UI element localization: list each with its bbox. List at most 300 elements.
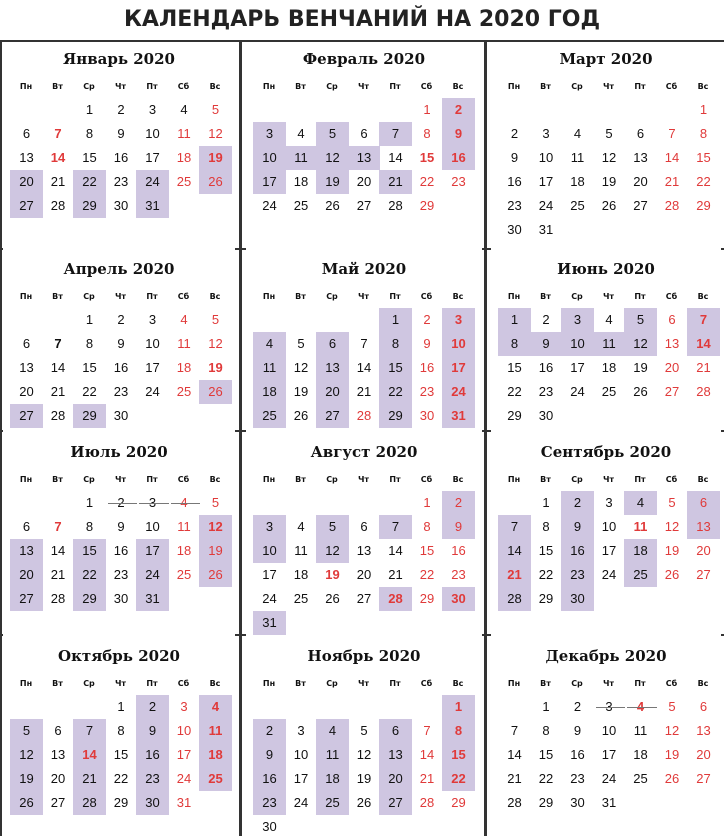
calendar-day: 3 xyxy=(454,312,463,327)
calendar-day: 28 xyxy=(50,408,66,423)
calendar-day: 11 xyxy=(208,723,223,738)
calendar-day: 27 xyxy=(633,198,648,213)
calendar-day: 28 xyxy=(664,198,680,213)
calendar-day: 25 xyxy=(176,567,192,582)
calendar-day: 24 xyxy=(176,771,192,786)
calendar-day: 31 xyxy=(262,615,277,630)
weekday-header: Вс xyxy=(452,82,464,91)
calendar-day: 31 xyxy=(601,795,617,810)
weekday-header: Чт xyxy=(357,475,370,484)
calendar-day: 20 xyxy=(696,543,711,558)
calendar-day: 17 xyxy=(145,543,160,558)
calendar-day: 10 xyxy=(176,723,192,738)
calendar-day: 13 xyxy=(388,747,403,762)
calendar-day: 28 xyxy=(50,591,66,606)
calendar-day: 2 xyxy=(573,495,582,510)
calendar-day: 29 xyxy=(82,591,97,606)
weekday-header: Сб xyxy=(420,292,433,301)
calendar-day: 7 xyxy=(85,723,94,738)
calendar-day: 11 xyxy=(633,723,648,738)
month-block xyxy=(3,43,235,250)
calendar-day: 27 xyxy=(19,591,34,606)
calendar-day: 25 xyxy=(176,174,192,189)
calendar-day: 25 xyxy=(570,198,585,213)
calendar-day: 26 xyxy=(325,198,340,213)
calendar-day: 14 xyxy=(50,543,66,558)
weekday-header: Чт xyxy=(114,292,127,301)
calendar-day: 6 xyxy=(22,519,31,534)
calendar-day: 7 xyxy=(510,519,519,534)
calendar-day: 28 xyxy=(696,384,711,399)
calendar-day: 18 xyxy=(601,360,617,375)
row-divider xyxy=(0,40,724,42)
calendar-day: 22 xyxy=(507,384,522,399)
calendar-day: 2 xyxy=(423,312,431,327)
weekday-header: Чт xyxy=(114,679,127,688)
weekday-header: Пн xyxy=(507,679,521,688)
calendar-day: 19 xyxy=(601,174,617,189)
calendar-day: 6 xyxy=(391,723,400,738)
weekday-header: Ср xyxy=(571,82,583,91)
calendar-day: 11 xyxy=(570,150,585,165)
calendar-day: 6 xyxy=(328,336,337,351)
calendar-day: 23 xyxy=(451,567,466,582)
calendar-day: 12 xyxy=(293,360,309,375)
calendar-day: 14 xyxy=(664,150,680,165)
strike-line xyxy=(627,707,657,708)
calendar-day: 22 xyxy=(113,771,129,786)
month-title: Ноябрь 2020 xyxy=(307,647,421,665)
calendar-day: 8 xyxy=(423,126,431,141)
weekday-header: Сб xyxy=(665,475,678,484)
weekday-header: Вс xyxy=(697,475,709,484)
weekday-header: Пн xyxy=(507,475,521,484)
calendar-day: 26 xyxy=(325,591,340,606)
weekday-header: Вс xyxy=(452,292,464,301)
calendar-day: 8 xyxy=(542,723,550,738)
calendar-day: 22 xyxy=(696,174,711,189)
calendar-day: 12 xyxy=(664,519,680,534)
calendar-day: 21 xyxy=(507,771,522,786)
calendar-day: 30 xyxy=(262,819,277,834)
calendar-day: 26 xyxy=(293,408,309,423)
column-divider xyxy=(0,40,2,836)
calendar-day: 1 xyxy=(85,495,94,510)
calendar-day: 1 xyxy=(391,312,400,327)
calendar-day: 26 xyxy=(664,771,680,786)
calendar-day: 17 xyxy=(538,174,554,189)
calendar-day: 18 xyxy=(293,174,309,189)
calendar-day: 11 xyxy=(177,126,191,141)
calendar-day: 22 xyxy=(82,384,97,399)
calendar-day: 30 xyxy=(538,408,554,423)
calendar-day: 22 xyxy=(451,771,466,786)
weekday-header: Пт xyxy=(389,679,401,688)
calendar-day: 30 xyxy=(419,408,435,423)
calendar-day: 3 xyxy=(605,495,613,510)
calendar-day: 12 xyxy=(601,150,617,165)
calendar-day: 13 xyxy=(19,360,34,375)
calendar-day: 5 xyxy=(636,312,645,327)
calendar-day: 15 xyxy=(82,360,97,375)
calendar-day: 5 xyxy=(211,102,220,117)
calendar-day: 17 xyxy=(262,567,277,582)
calendar-day: 5 xyxy=(211,495,220,510)
calendar-day: 21 xyxy=(50,384,66,399)
calendar-day: 26 xyxy=(208,174,223,189)
weekday-header: Пн xyxy=(262,292,276,301)
weekday-header: Пт xyxy=(634,292,646,301)
weekday-header: Чт xyxy=(114,82,127,91)
calendar-day: 23 xyxy=(507,198,522,213)
calendar-day: 16 xyxy=(113,543,129,558)
calendar-day: 25 xyxy=(208,771,223,786)
calendar-day: 1 xyxy=(117,699,125,714)
calendar-day: 22 xyxy=(419,174,435,189)
calendar-day: 20 xyxy=(19,567,34,582)
weekday-header: Чт xyxy=(357,292,370,301)
calendar-day: 3 xyxy=(180,699,188,714)
calendar-day: 18 xyxy=(633,543,648,558)
calendar-day: 5 xyxy=(297,336,305,351)
calendar-day: 28 xyxy=(356,408,372,423)
calendar-day: 27 xyxy=(664,384,680,399)
calendar-day: 20 xyxy=(356,567,372,582)
calendar-day: 4 xyxy=(265,336,274,351)
calendar-day: 16 xyxy=(419,360,435,375)
calendar-day: 15 xyxy=(82,150,97,165)
calendar-day: 5 xyxy=(22,723,31,738)
calendar-day: 21 xyxy=(507,567,522,582)
calendar-day: 16 xyxy=(262,771,277,786)
calendar-day: 11 xyxy=(177,336,191,351)
calendar-day: 6 xyxy=(699,495,708,510)
calendar-day: 7 xyxy=(54,519,62,534)
calendar-day: 2 xyxy=(542,312,550,327)
calendar-day: 20 xyxy=(50,771,66,786)
calendar-day: 11 xyxy=(325,747,340,762)
month-block xyxy=(246,640,482,836)
calendar-day: 10 xyxy=(145,126,160,141)
calendar-day: 19 xyxy=(356,771,372,786)
calendar-day: 22 xyxy=(538,567,554,582)
calendar-day: 6 xyxy=(22,126,31,141)
calendar-day: 23 xyxy=(113,384,129,399)
calendar-day: 21 xyxy=(82,771,97,786)
month-title: Октябрь 2020 xyxy=(58,647,180,665)
calendar-day: 19 xyxy=(293,384,309,399)
weekday-header: Вт xyxy=(540,475,551,484)
calendar-day: 18 xyxy=(570,174,585,189)
column-divider xyxy=(484,40,487,836)
calendar-day: 15 xyxy=(419,543,435,558)
calendar-day: 24 xyxy=(451,384,466,399)
calendar-day: 12 xyxy=(208,336,223,351)
calendar-day: 3 xyxy=(542,126,550,141)
weekday-header: Чт xyxy=(357,82,370,91)
calendar-day: 6 xyxy=(636,126,645,141)
calendar-day: 18 xyxy=(176,543,192,558)
calendar-day: 4 xyxy=(297,519,305,534)
calendar-day: 2 xyxy=(454,102,463,117)
calendar-day: 11 xyxy=(602,336,616,351)
calendar-day: 14 xyxy=(507,747,522,762)
calendar-day: 19 xyxy=(633,360,648,375)
weekday-header: Сб xyxy=(420,82,433,91)
weekday-header: Пн xyxy=(19,475,33,484)
calendar-day: 2 xyxy=(117,312,125,327)
calendar-day: 14 xyxy=(50,360,66,375)
calendar-day: 30 xyxy=(451,591,466,606)
calendar-day: 23 xyxy=(145,771,160,786)
calendar-day: 23 xyxy=(570,567,585,582)
weekday-header: Сб xyxy=(665,82,678,91)
weekday-header: Пн xyxy=(507,82,521,91)
calendar-day: 9 xyxy=(454,519,463,534)
calendar-day: 29 xyxy=(419,198,435,213)
weekday-header: Пн xyxy=(19,679,33,688)
calendar-day: 13 xyxy=(356,543,372,558)
strike-line xyxy=(596,707,626,708)
calendar-day: 3 xyxy=(148,312,157,327)
calendar-day: 28 xyxy=(419,795,435,810)
calendar-day: 27 xyxy=(19,198,34,213)
calendar-day: 4 xyxy=(180,312,188,327)
calendar-day: 31 xyxy=(145,198,160,213)
calendar-day: 26 xyxy=(208,384,223,399)
weekday-header: Сб xyxy=(177,292,190,301)
weekday-header: Пт xyxy=(634,82,646,91)
calendar-day: 13 xyxy=(664,336,680,351)
calendar-day: 9 xyxy=(510,150,519,165)
calendar-day: 18 xyxy=(325,771,340,786)
calendar-day: 28 xyxy=(82,795,97,810)
calendar-day: 27 xyxy=(356,198,372,213)
weekday-header: Пт xyxy=(389,475,401,484)
month-block xyxy=(491,43,721,250)
calendar-day: 10 xyxy=(293,747,309,762)
calendar-day: 26 xyxy=(19,795,34,810)
weekday-header: Вс xyxy=(697,292,709,301)
calendar-day: 21 xyxy=(50,174,66,189)
calendar-day: 7 xyxy=(360,336,368,351)
weekday-header: Вс xyxy=(697,82,709,91)
calendar-day: 8 xyxy=(699,126,708,141)
month-block xyxy=(491,436,721,636)
calendar-day: 15 xyxy=(538,543,554,558)
calendar-day: 29 xyxy=(507,408,522,423)
calendar-day: 27 xyxy=(325,408,340,423)
calendar-day: 20 xyxy=(696,747,711,762)
calendar-day: 1 xyxy=(85,102,94,117)
calendar-day: 6 xyxy=(360,126,368,141)
calendar-day: 19 xyxy=(208,360,223,375)
calendar-day: 8 xyxy=(391,336,400,351)
calendar-day: 18 xyxy=(293,567,309,582)
weekday-header: Пт xyxy=(146,679,158,688)
calendar-day: 22 xyxy=(82,567,97,582)
calendar-day: 16 xyxy=(451,150,466,165)
month-block xyxy=(3,253,235,433)
calendar-day: 17 xyxy=(176,747,192,762)
calendar-day: 21 xyxy=(388,567,403,582)
weekday-header: Вт xyxy=(295,82,306,91)
month-title: Апрель 2020 xyxy=(63,260,175,278)
calendar-day: 9 xyxy=(117,336,125,351)
calendar-day: 12 xyxy=(356,747,372,762)
calendar-day: 28 xyxy=(507,795,522,810)
page-title: КАЛЕНДАРЬ ВЕНЧАНИЙ НА 2020 ГОД xyxy=(123,7,601,32)
calendar-day: 29 xyxy=(419,591,435,606)
calendar-day: 5 xyxy=(668,495,676,510)
calendar-day: 12 xyxy=(208,126,223,141)
calendar-day: 24 xyxy=(601,567,617,582)
calendar-day: 5 xyxy=(328,519,337,534)
calendar-day: 1 xyxy=(423,495,431,510)
calendar-day: 6 xyxy=(54,723,62,738)
calendar-day: 10 xyxy=(601,723,617,738)
calendar-day: 19 xyxy=(664,747,680,762)
calendar-day: 2 xyxy=(510,126,519,141)
calendar-day: 1 xyxy=(423,102,431,117)
calendar-day: 16 xyxy=(507,174,522,189)
calendar-day: 24 xyxy=(538,198,554,213)
calendar-day: 18 xyxy=(633,747,648,762)
calendar-day: 16 xyxy=(570,747,585,762)
calendar-day: 29 xyxy=(451,795,466,810)
calendar-day: 25 xyxy=(325,795,340,810)
calendar-day: 8 xyxy=(85,519,94,534)
calendar-day: 30 xyxy=(113,198,129,213)
weekday-header: Ср xyxy=(571,475,583,484)
calendar-day: 1 xyxy=(510,312,519,327)
calendar-day: 2 xyxy=(148,699,157,714)
calendar-grid xyxy=(0,40,724,836)
calendar-day: 31 xyxy=(538,222,554,237)
calendar-day: 12 xyxy=(19,747,34,762)
month-block xyxy=(246,43,482,250)
calendar-day: 12 xyxy=(325,543,340,558)
calendar-day: 25 xyxy=(262,408,277,423)
calendar-day: 2 xyxy=(573,699,582,714)
calendar-day: 23 xyxy=(262,795,277,810)
calendar-day: 10 xyxy=(262,543,277,558)
calendar-day: 2 xyxy=(265,723,274,738)
calendar-day: 25 xyxy=(633,567,648,582)
calendar-day: 17 xyxy=(293,771,309,786)
calendar-day: 28 xyxy=(50,198,66,213)
calendar-day: 7 xyxy=(423,723,431,738)
calendar-day: 7 xyxy=(668,126,676,141)
strike-line xyxy=(139,503,169,504)
calendar-day: 5 xyxy=(328,126,337,141)
month-block xyxy=(3,436,235,636)
weekday-header: Ср xyxy=(326,475,338,484)
weekday-header: Чт xyxy=(602,679,615,688)
calendar-day: 9 xyxy=(573,519,582,534)
calendar-day: 23 xyxy=(570,771,585,786)
calendar-day: 13 xyxy=(696,519,711,534)
calendar-day: 31 xyxy=(451,408,466,423)
calendar-day: 30 xyxy=(113,591,129,606)
calendar-day: 11 xyxy=(177,519,191,534)
weekday-header: Вт xyxy=(295,679,306,688)
weekday-header: Вт xyxy=(540,679,551,688)
column-divider xyxy=(239,40,242,836)
month-title: Май 2020 xyxy=(321,260,407,278)
calendar-day: 24 xyxy=(293,795,309,810)
calendar-day: 17 xyxy=(570,360,585,375)
weekday-header: Чт xyxy=(602,475,615,484)
calendar-day: 20 xyxy=(633,174,648,189)
calendar-day: 14 xyxy=(388,543,403,558)
calendar-day: 24 xyxy=(145,384,160,399)
calendar-day: 9 xyxy=(542,336,550,351)
weekday-header: Вт xyxy=(295,292,306,301)
calendar-day: 22 xyxy=(388,384,403,399)
calendar-day: 7 xyxy=(54,336,62,351)
weekday-header: Ср xyxy=(83,679,95,688)
weekday-header: Сб xyxy=(665,292,678,301)
calendar-day: 14 xyxy=(356,360,372,375)
calendar-day: 7 xyxy=(510,723,519,738)
calendar-day: 17 xyxy=(145,360,160,375)
month-block xyxy=(3,640,235,836)
weekday-header: Чт xyxy=(602,82,615,91)
calendar-day: 22 xyxy=(82,174,97,189)
weekday-header: Вт xyxy=(52,679,63,688)
calendar-day: 19 xyxy=(664,543,680,558)
calendar-day: 4 xyxy=(573,126,582,141)
calendar-day: 15 xyxy=(451,747,466,762)
calendar-day: 27 xyxy=(19,408,34,423)
weekday-header: Пн xyxy=(19,292,33,301)
month-block xyxy=(491,640,721,836)
weekday-header: Ср xyxy=(83,475,95,484)
weekday-header: Сб xyxy=(665,679,678,688)
calendar-day: 12 xyxy=(664,723,680,738)
calendar-day: 12 xyxy=(208,519,223,534)
month-title: Июль 2020 xyxy=(70,443,168,461)
calendar-day: 13 xyxy=(19,543,34,558)
calendar-day: 17 xyxy=(451,360,466,375)
calendar-day: 29 xyxy=(538,591,554,606)
calendar-day: 8 xyxy=(423,519,431,534)
calendar-day: 5 xyxy=(668,699,676,714)
weekday-header: Пн xyxy=(262,475,276,484)
calendar-day: 11 xyxy=(633,519,648,534)
calendar-day: 15 xyxy=(507,360,522,375)
calendar-day: 5 xyxy=(605,126,613,141)
month-block xyxy=(246,253,482,433)
calendar-day: 13 xyxy=(696,723,711,738)
calendar-day: 18 xyxy=(262,384,277,399)
calendar-day: 21 xyxy=(388,174,403,189)
weekday-header: Пн xyxy=(262,82,276,91)
calendar-day: 3 xyxy=(265,519,274,534)
calendar-day: 4 xyxy=(297,126,305,141)
calendar-day: 9 xyxy=(454,126,463,141)
calendar-day: 28 xyxy=(388,198,403,213)
calendar-day: 19 xyxy=(325,174,340,189)
calendar-day: 11 xyxy=(262,360,277,375)
calendar-day: 15 xyxy=(388,360,403,375)
calendar-day: 21 xyxy=(50,567,66,582)
calendar-day: 20 xyxy=(19,174,34,189)
strike-line xyxy=(108,503,138,504)
calendar-day: 30 xyxy=(145,795,160,810)
weekday-header: Ср xyxy=(326,82,338,91)
